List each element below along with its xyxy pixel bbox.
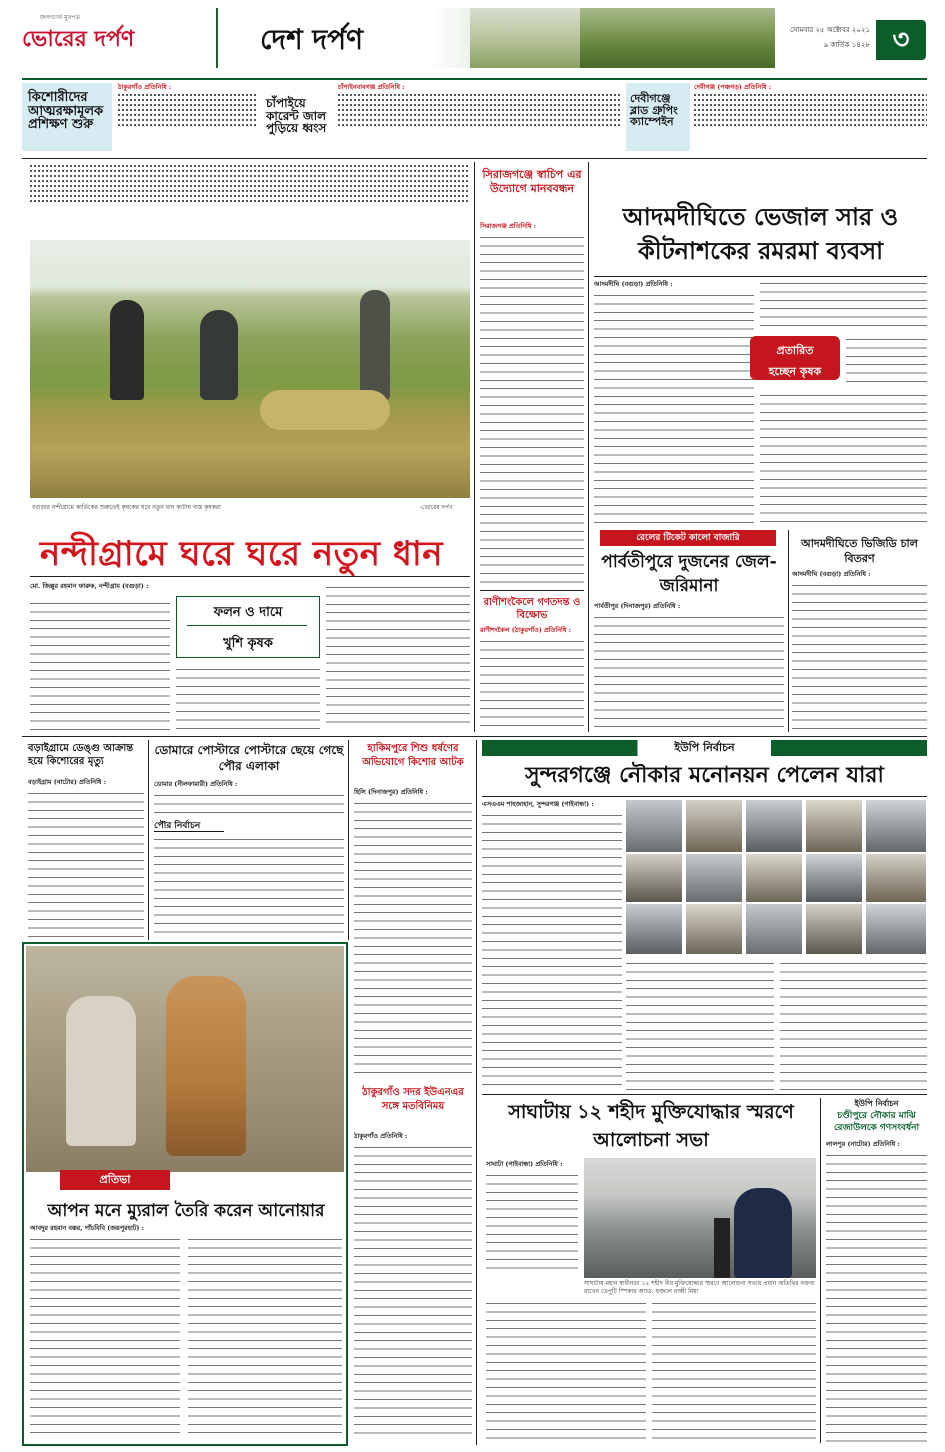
saghata-headline: সাঘাটায় ১২ শহীদ মুক্তিযোদ্ধার স্মরণে আলোচনা সভা bbox=[508, 1101, 794, 1151]
sirajganj-title: সিরাজগঞ্জে স্বাচিপ এর উদ্যোগে মানববন্ধন bbox=[482, 168, 582, 195]
a1-byline: ঠাকুরগাঁও প্রতিনিধি : bbox=[118, 83, 172, 91]
a1-title-box bbox=[22, 83, 112, 151]
saghata-byline: সাঘাটা (গাইবান্ধা) প্রতিনিধি : bbox=[486, 1160, 563, 1168]
lead-photo bbox=[30, 240, 470, 498]
up-election-label: ইউপি নির্বাচন bbox=[674, 741, 735, 754]
a2-title-box bbox=[262, 83, 332, 151]
microphone bbox=[714, 1218, 730, 1278]
lead-quote-box bbox=[176, 596, 320, 658]
page-number: ৩ bbox=[892, 25, 910, 55]
up-election-headline: সুন্দরগঞ্জে নৌকার মনোনয়ন পেলেন যারা bbox=[525, 763, 884, 788]
domar-byline-box bbox=[154, 780, 344, 790]
candidate-photo bbox=[626, 904, 682, 954]
sirajganj-byline-box bbox=[480, 222, 584, 232]
bogura-byline: বড়াইগ্রাম (নাটোর) প্রতিনিধি : bbox=[28, 778, 107, 786]
section-banner bbox=[220, 8, 775, 68]
parbatipur-kicker: রেলের টিকেট কালো বাজারি bbox=[600, 530, 776, 546]
thakurgaon-title: ঠাকুরগাঁও সদর ইউএনএর সঙ্গে মতবিনিময় bbox=[362, 1087, 464, 1112]
quote-line-1: ফলন ও দামে bbox=[213, 605, 283, 620]
hakimpur-byline-box bbox=[354, 788, 472, 798]
candidate-photo bbox=[686, 904, 742, 954]
bogura-title: বড়াইগ্রামে ডেঙ্গু আক্রান্ত হয়ে কিশোরের মৃত্যু bbox=[28, 743, 134, 767]
vgf-title: আদমদীঘিতে ভিজিডি চাল বিতরণ bbox=[801, 537, 918, 565]
pratibha-headline: আপন মনে ম্যুরাল তৈরি করেন আনোয়ার bbox=[47, 1201, 325, 1221]
a3-byline: দেবীগঞ্জ (পঞ্চগড়) প্রতিনিধি : bbox=[694, 83, 772, 91]
up-election-byline-box bbox=[482, 800, 622, 810]
artist-figure bbox=[66, 996, 136, 1146]
a1-title: কিশোরীদের আত্মরক্ষামূলক প্রশিক্ষণ শুরু bbox=[28, 90, 104, 133]
ranishankail-byline-box bbox=[480, 626, 584, 636]
pratibha-label: প্রতিভা bbox=[60, 1170, 170, 1190]
candidate-photo bbox=[746, 854, 802, 902]
thakurgaon-byline: ঠাকুরগাঁও প্রতিনিধি : bbox=[354, 1132, 408, 1140]
candidate-photo bbox=[806, 854, 862, 902]
saghata-photo-caption: সাঘাটায় মহান স্বাধীনতা ১২ শহীদ বীর মুক্তিযোদ্ধার স্মরণে আলোচনা সভায় প্রধান অতিথির বক্তব্য রাখেন ডেপুটি স্পিকার অ্যাড. ফজলে রাব্বী মিয়া bbox=[584, 1280, 815, 1295]
sculpture bbox=[166, 976, 246, 1156]
sirajganj-byline: সিরাজগঞ্জ প্রতিনিধি : bbox=[480, 222, 537, 230]
parbatipur-byline-box bbox=[594, 602, 784, 612]
date-line-1: সোমবার ২৫ অক্টোবর ২০২১ bbox=[790, 26, 870, 34]
masthead bbox=[0, 0, 945, 78]
adamdighi-byline-box bbox=[594, 280, 754, 290]
pratibha-byline-box bbox=[30, 1224, 342, 1234]
top-strip bbox=[22, 83, 927, 155]
adamdighi-headline: আদমদীঘিতে ভেজাল সার ও কীটনাশকের রমরমা ব্যবসা bbox=[622, 203, 899, 265]
hakimpur-byline: হিলি (দিনাজপুর) প্রতিনিধি : bbox=[354, 788, 428, 796]
candidate-photo bbox=[866, 904, 926, 954]
lead-top-body bbox=[30, 162, 470, 236]
candidate-photo bbox=[866, 800, 926, 852]
pratibha-photo bbox=[26, 946, 344, 1172]
domar-byline: ডোমার (নীলফামারী) প্রতিনিধি : bbox=[154, 780, 238, 788]
saghata-photo bbox=[584, 1158, 816, 1278]
domar-title: ডোমারে পোস্টারে পোস্টারে ছেয়ে গেছে পৌর এলাকা bbox=[154, 743, 344, 773]
masthead-logo-box bbox=[22, 10, 207, 74]
banner-field-image bbox=[580, 8, 775, 68]
candidate-photo bbox=[686, 854, 742, 902]
candidate-photo bbox=[806, 800, 862, 852]
adamdighi-tag-line1: প্রতারিত bbox=[776, 344, 814, 357]
lead-headline: নন্দীগ্রামে ঘরে ঘরে নতুন ধান bbox=[40, 534, 444, 574]
a3-title: দেবীগঞ্জে ব্লাড গ্রুপিং ক্যাম্পেইন bbox=[630, 92, 678, 129]
thakurgaon-byline-box bbox=[354, 1132, 472, 1142]
vgf-byline: আদমদীঘি (বগুড়া) প্রতিনিধি : bbox=[792, 570, 871, 578]
adamdighi-tag bbox=[750, 336, 840, 380]
page-number-box bbox=[876, 20, 926, 60]
candidate-photo bbox=[746, 904, 802, 954]
ranishankail-byline: রাণীশংকৈল (ঠাকুরগাঁও) প্রতিনিধি : bbox=[480, 626, 572, 634]
lalpur-title: চণ্ডীপুরে নৌকার মাঝি রেজাউলকে গণসংবর্ধনা bbox=[833, 1111, 920, 1133]
lalpur-byline: লালপুর (নাটোর) প্রতিনিধি : bbox=[826, 1140, 900, 1148]
parbatipur-byline: পার্বতীপুর (দিনাজপুর) প্রতিনিধি : bbox=[594, 602, 681, 610]
up-election-byline: এসএএম শাহজাহান, সুন্দরগঞ্জ (গাইবান্ধা) : bbox=[482, 800, 594, 808]
farmer-figure-1 bbox=[110, 300, 144, 400]
masthead-tagline: জনগণের মুখপত্র bbox=[40, 14, 80, 21]
farmer-figure-3 bbox=[360, 290, 390, 400]
candidate-photo bbox=[746, 800, 802, 852]
bogura-byline-box bbox=[28, 778, 144, 788]
banner-field-image-2 bbox=[470, 8, 580, 68]
farmer-figure-2 bbox=[200, 310, 238, 400]
a2-title: চাঁপাইয়ে কারেন্ট জাল পুড়িয়ে ধ্বংস bbox=[266, 96, 327, 136]
lalpur-byline-box bbox=[826, 1140, 927, 1150]
a1-body bbox=[118, 83, 258, 153]
candidate-photo bbox=[626, 800, 682, 852]
candidate-grid bbox=[626, 800, 927, 956]
a2-byline: চাঁপাইনবাবগঞ্জ প্রতিনিধি : bbox=[338, 83, 405, 91]
pratibha-byline: আবদুর রহমান বক্কর, পাঁচবিবি (জয়পুরহাট) : bbox=[30, 1224, 144, 1232]
paper-logo: ভোরের দর্পণ bbox=[22, 26, 135, 52]
candidate-photo bbox=[866, 854, 926, 902]
a3-title-box bbox=[626, 83, 690, 151]
date-line-2: ৯ কার্তিক ১৪২৮ bbox=[823, 41, 870, 49]
lead-byline: মো. জিল্লুর রহমান ফারুক, নন্দীগ্রাম (বগুড়া) : bbox=[30, 582, 149, 590]
lead-photo-caption: বগুড়ার নন্দীগ্রামে কার্তিকের শুরুতেই কৃষকের ঘরে নতুন ধান কাটায় ব্যস্ত কৃষকরা bbox=[32, 504, 221, 511]
ranishankail-title: রাণীশংকৈলে গণতদন্ত ও বিক্ষোভ bbox=[483, 597, 581, 621]
a2-body bbox=[338, 83, 620, 153]
rice-bundle bbox=[260, 390, 390, 430]
speaker-figure bbox=[734, 1188, 792, 1278]
candidate-photo bbox=[626, 854, 682, 902]
candidate-photo bbox=[686, 800, 742, 852]
adamdighi-byline: আদমদীঘি (বগুড়া) প্রতিনিধি : bbox=[594, 280, 673, 288]
hakimpur-title: হাকিমপুরে শিশু ধর্ষণের অভিযোগে কিশোর আটক bbox=[362, 743, 464, 768]
parbatipur-title: পার্বতীপুরে দুজনের জেল-জরিমানা bbox=[601, 552, 777, 596]
a3-body bbox=[694, 83, 927, 153]
up-election-bar bbox=[482, 740, 927, 756]
lead-photo-credit: -ভোরের দর্পণ bbox=[420, 504, 453, 511]
adamdighi-tag-line2: হচ্ছেন কৃষক bbox=[768, 365, 822, 378]
vgf-byline-box bbox=[792, 570, 927, 580]
lalpur-kicker: ইউপি নির্বাচন bbox=[854, 1099, 899, 1108]
masthead-date-box bbox=[778, 24, 870, 54]
candidate-photo bbox=[806, 904, 862, 954]
saghata-byline-box bbox=[486, 1160, 576, 1170]
section-title: দেশ দর্পণ bbox=[260, 23, 364, 56]
domar-tag: পৌর নির্বাচন bbox=[154, 818, 224, 832]
quote-line-2: খুশি কৃষক bbox=[223, 636, 273, 651]
